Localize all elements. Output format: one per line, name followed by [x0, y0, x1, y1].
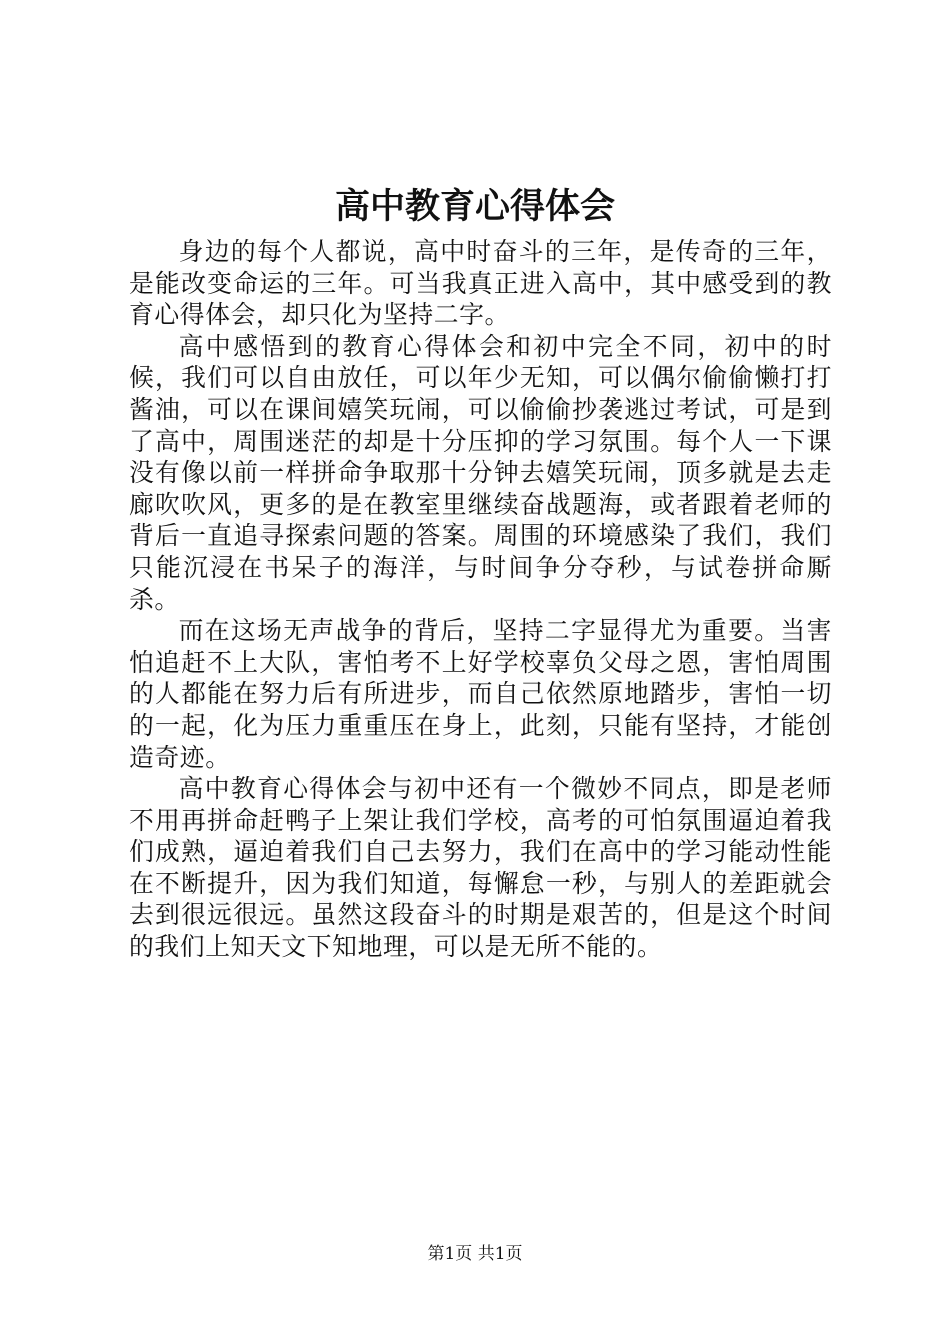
page-number-footer: 第1页 共1页 — [427, 1244, 523, 1264]
paragraph-2: 高中感悟到的教育心得体会和初中完全不同，初中的时候，我们可以自由放任，可以年少无知，可以偶尔偷偷懒打打酱油，可以在课间嬉笑玩闹，可以偷偷抄袭逃过考试，可是到了高中，周围迷茫的却是十分压抑的学习氛围。每个人一下课没有像以前一样拼命争取那十分钟去嬉笑玩闹，顶多就是去走廊吹吹风，更多的是在教室里继续奋战题海，或者跟着老师的背后一直追寻探索问题的答案。周围的环境感染了我们，我们只能沉浸在书呆子的海洋，与时间争分夺秒，与试卷拼命厮杀。 — [129, 331, 832, 614]
document-title: 高中教育心得体会 — [334, 186, 615, 227]
paragraph-3: 而在这场无声战争的背后，坚持二字显得尤为重要。当害怕追赶不上大队，害怕考不上好学校辜负父母之恩，害怕周围的人都能在努力后有所进步，而自己依然原地踏步，害怕一切的一起，化为压力重重压在身上，此刻，只能有坚持，才能创造奇迹。 — [129, 616, 832, 772]
paragraph-4: 高中教育心得体会与初中还有一个微妙不同点，即是老师不用再拼命赶鸭子上架让我们学校，高考的可怕氛围逼迫着我们成熟，逼迫着我们自己去努力，我们在高中的学习能动性能在不断提升，因为我们知道，每懈怠一秒，与别人的差距就会去到很远很远。虽然这段奋斗的时期是艰苦的，但是这个时间的我们上知天文下知地理，可以是无所不能的。 — [129, 774, 832, 962]
paragraph-1: 身边的每个人都说，高中时奋斗的三年，是传奇的三年，是能改变命运的三年。可当我真正进入高中，其中感受到的教育心得体会，却只化为坚持二字。 — [129, 237, 832, 330]
document-body — [129, 236, 832, 963]
